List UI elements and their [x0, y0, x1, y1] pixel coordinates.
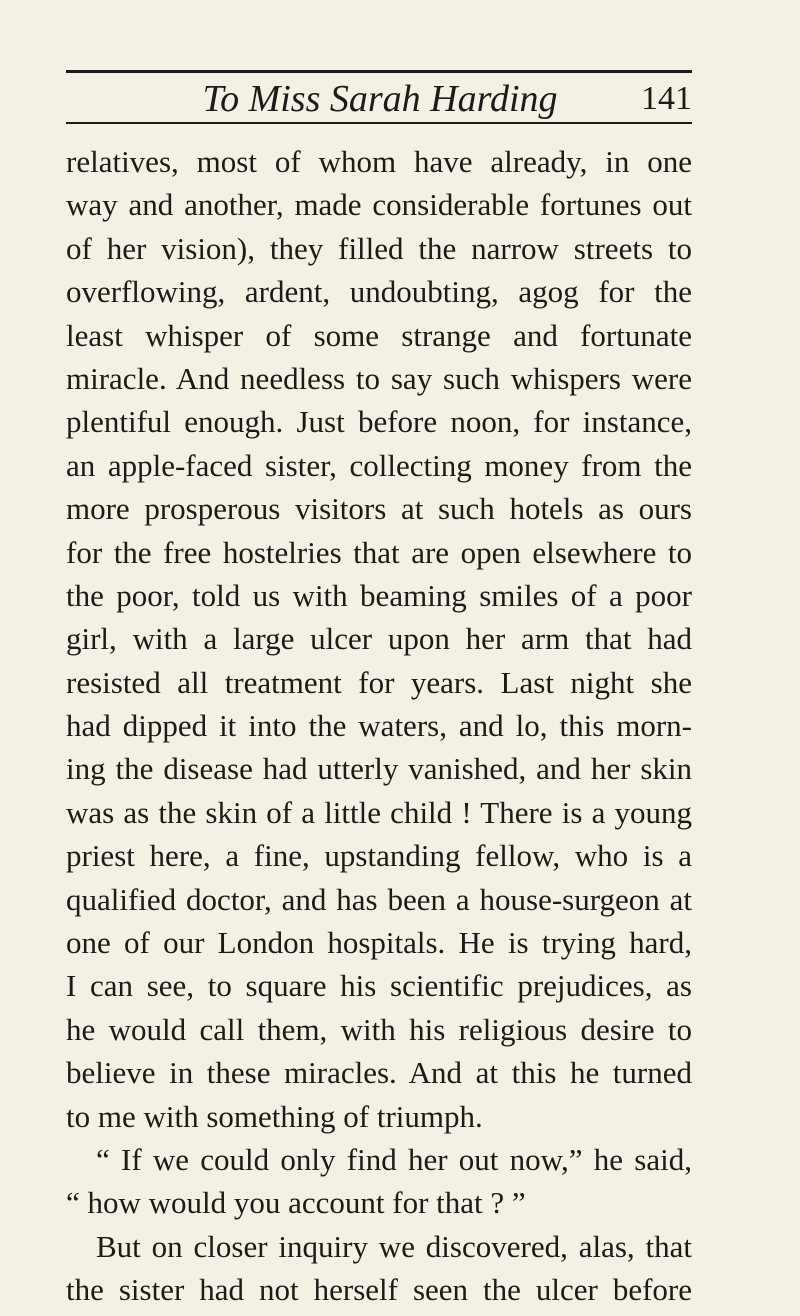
text-line: an apple-faced sister, collecting money from the	[66, 447, 692, 483]
text-line: relatives, most of whom have already, in one	[66, 144, 692, 179]
text-line: priest here, a fine, upstanding fellow, who is a	[66, 838, 692, 874]
text-line: believe in these miracles. And at this he turned	[66, 1055, 692, 1091]
page-number: 141	[641, 80, 692, 117]
text-line: resisted all treatment for years. Last night she	[66, 664, 692, 700]
text-line: way and another, made considerable fortunes out	[66, 187, 692, 223]
text-line: overflowing, ardent, undoubting, agog for the	[66, 274, 692, 310]
text-line: least whisper of some strange and fortunate	[66, 317, 692, 353]
text-line: miracle. And needless to say such whispers were	[66, 360, 692, 396]
running-title: To Miss Sarah Harding	[202, 78, 558, 120]
text-line: one of our London hospitals. He is trying hard,	[66, 925, 692, 961]
text-line: had dipped it into the waters, and lo, this morn-	[66, 708, 692, 744]
text-line: the poor, told us with beaming smiles of a poor	[66, 577, 692, 613]
text-line: more prosperous visitors at such hotels as ours	[66, 491, 692, 527]
running-head	[66, 76, 692, 122]
text-line: “ how would you account for that ? ”	[66, 1185, 526, 1221]
text-line: for the free hostelries that are open elsewhere to	[66, 534, 692, 570]
text-line: was as the skin of a little child ! There is a young	[66, 794, 692, 830]
header-rule-bottom	[66, 122, 692, 124]
text-line: “ If we could only find her out now,” he said,	[96, 1141, 692, 1177]
header-rule-top	[66, 70, 692, 73]
text-line: the sister had not herself seen the ulcer before	[66, 1272, 692, 1308]
text-line: girl, with a large ulcer upon her arm that had	[66, 621, 692, 657]
body-text	[66, 140, 692, 1312]
text-line: I can see, to square his scientific prejudices, as	[66, 968, 692, 1004]
text-line: qualified doctor, and has been a house-surgeon at	[66, 881, 692, 917]
text-line: he would call them, with his religious desire to	[66, 1011, 692, 1047]
text-line: But on closer inquiry we discovered, alas, that	[96, 1228, 692, 1264]
text-line: of her vision), they filled the narrow streets to	[66, 230, 692, 266]
text-line: plentiful enough. Just before noon, for instance,	[66, 404, 692, 440]
text-line: to me with something of triumph.	[66, 1098, 483, 1134]
text-line: ing the disease had utterly vanished, and her skin	[66, 751, 692, 787]
